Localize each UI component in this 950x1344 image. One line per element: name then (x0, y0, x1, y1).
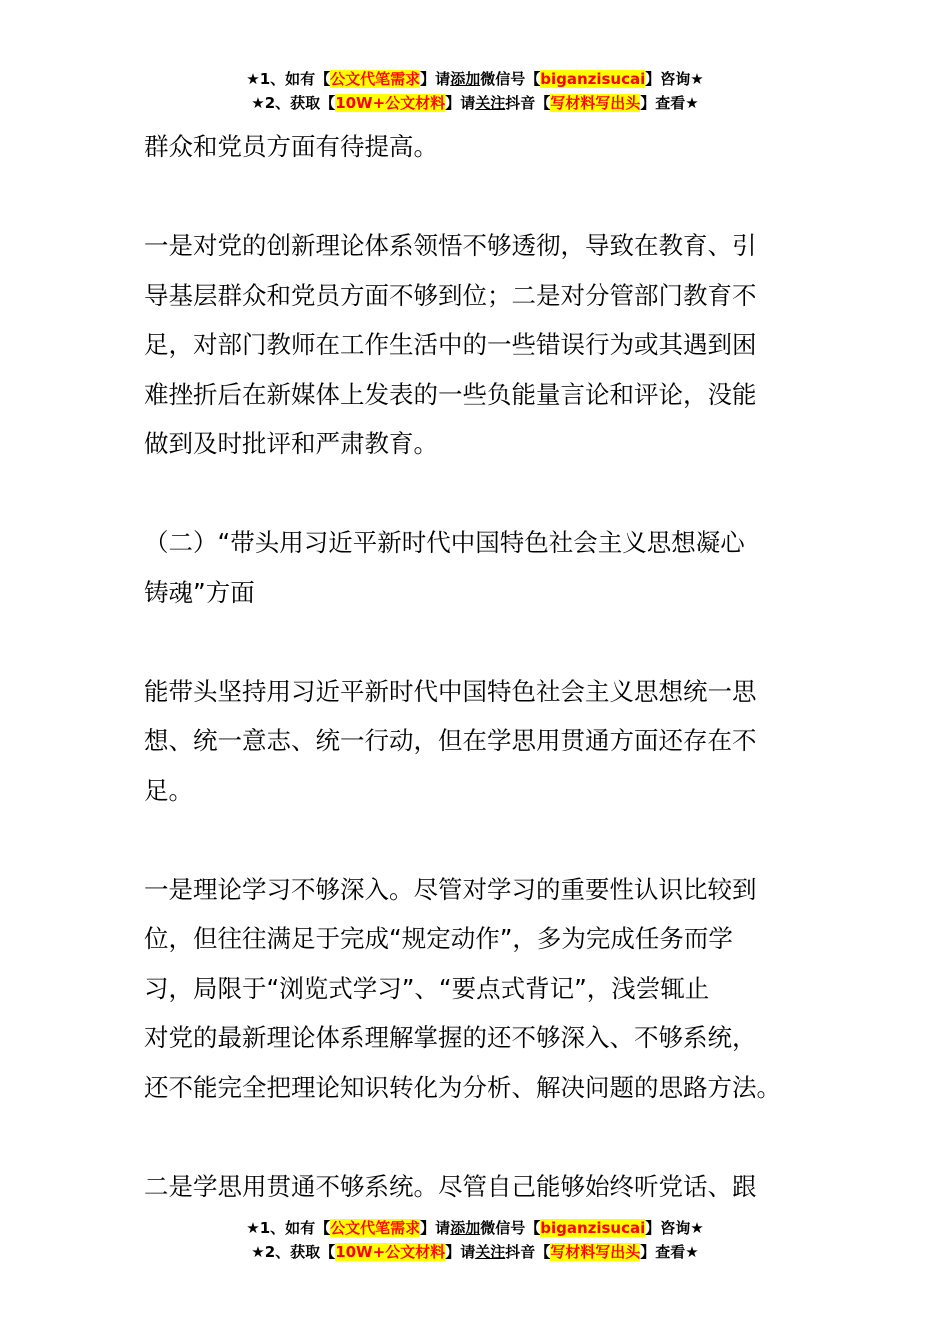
body-line: 足。 (144, 775, 193, 805)
footer-banner-line-2: ★2、获取【10W+公文材料】请关注抖音【写材料写出头】查看★ (251, 1243, 699, 1261)
highlight-service: 公文代笔需求 (330, 70, 421, 88)
highlight-wechat-id: biganzisucai (540, 1219, 646, 1237)
document-body (144, 122, 808, 1211)
highlight-materials: 10W+公文材料 (335, 94, 446, 112)
body-line: 做到及时批评和严肃教育。 (144, 429, 438, 458)
section-heading: 铸魂”方面 (144, 577, 255, 607)
body-line: 位，但往往满足于完成“规定动作”，多为完成任务而学 (144, 924, 733, 953)
blank-line (144, 815, 808, 865)
highlight-materials: 10W+公文材料 (335, 1243, 446, 1261)
body-line: 二是学思用贯通不够系统。尽管自己能够始终听党话、跟 (144, 1171, 757, 1201)
body-line: 对党的最新理论体系理解掌握的还不够深入、不够系统， (144, 1023, 757, 1052)
header-banner (0, 67, 950, 115)
header-banner-line-1: ★1、如有【公文代笔需求】请添加微信号【biganzisucai】咨询★ (246, 70, 704, 88)
blank-line (144, 617, 808, 667)
blank-line (144, 1112, 808, 1162)
body-line: 足，对部门教师在工作生活中的一些错误行为或其遇到困 (144, 330, 757, 359)
section-heading: （二）“带头用习近平新时代中国特色社会主义思想凝心 (144, 528, 745, 557)
body-line: 一是对党的创新理论体系领悟不够透彻，导致在教育、引 (144, 231, 757, 260)
body-line: 习，局限于“浏览式学习”、“要点式背记”，浅尝辄止 (144, 973, 710, 1003)
body-line: 想、统一意志、统一行动，但在学思用贯通方面还存在不 (144, 726, 757, 755)
body-line: 难挫折后在新媒体上发表的一些负能量言论和评论，没能 (144, 379, 757, 409)
body-line: 能带头坚持用习近平新时代中国特色社会主义思想统一思 (144, 676, 757, 706)
highlight-douyin-account: 写材料写出头 (550, 1243, 641, 1261)
highlight-wechat-id: biganzisucai (540, 70, 646, 88)
header-banner-line-2: ★2、获取【10W+公文材料】请关注抖音【写材料写出头】查看★ (251, 94, 699, 112)
body-line: 导基层群众和党员方面不够到位；二是对分管部门教育不 (144, 280, 757, 310)
body-line: 还不能完全把理论知识转化为分析、解决问题的思路方法。 (144, 1072, 781, 1102)
footer-banner (0, 1216, 950, 1264)
highlight-douyin-account: 写材料写出头 (550, 94, 641, 112)
blank-line (144, 172, 808, 222)
footer-banner-line-1: ★1、如有【公文代笔需求】请添加微信号【biganzisucai】咨询★ (246, 1219, 704, 1237)
blank-line (144, 469, 808, 519)
body-line: 一是理论学习不够深入。尽管对学习的重要性认识比较到 (144, 874, 757, 904)
body-line: 群众和党员方面有待提高。 (144, 132, 438, 161)
highlight-service: 公文代笔需求 (330, 1219, 421, 1237)
